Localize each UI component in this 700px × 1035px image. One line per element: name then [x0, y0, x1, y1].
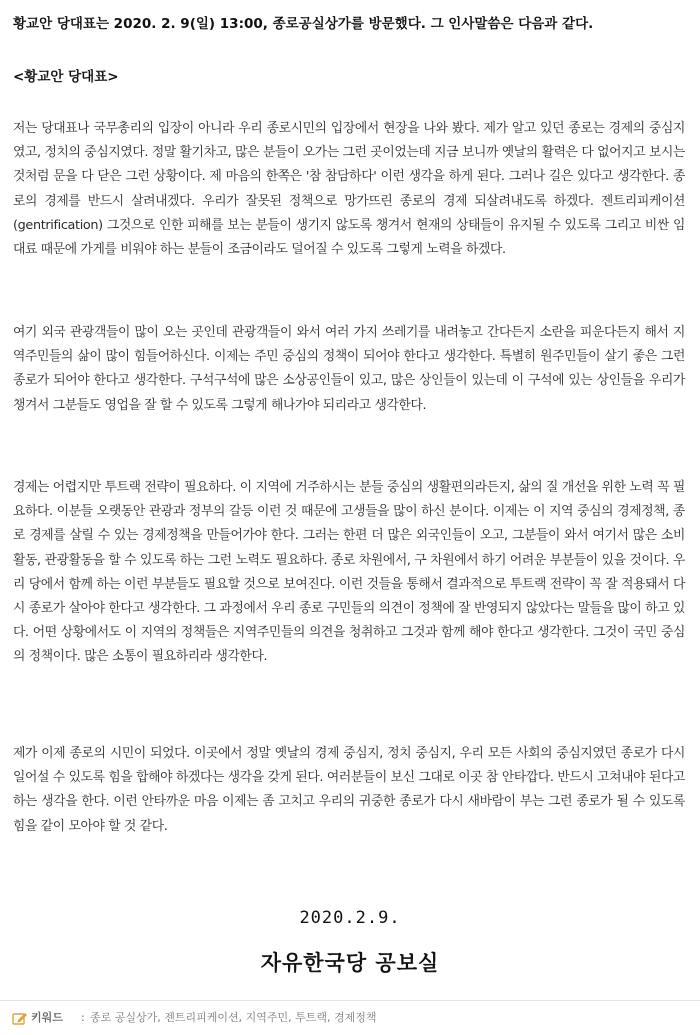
keywords-list[interactable]: 종로 공실상가, 젠트리피케이션, 지역주민, 투트랙, 경제정책 — [90, 1011, 377, 1024]
paragraph-2: 여기 외국 관광객들이 많이 오는 곳인데 관광객들이 와서 여러 가지 쓰레기를 내려놓고 간다든지 소란을 피운다든지 해서 지역주민들의 삶이 많이 힘들어하신다. 이제는 주민 중심의 정책이 되어야 한다고 생각한다. 특별히 원주민들이 살기 좋은 그런 종로가 되어야 한다고 생각한다. 구석구석에 많은 소상공인들이 있고, 많은 상인들이 있는데 이 구석에 있는 상인들을 우리가 챙겨서 그분들도 영업을 잘 할 수 있도록 그렇게 해나가야 되리라고 생각한다. — [13, 325, 685, 413]
headline: 황교안 당대표는 2020. 2. 9(일) 13:00, 종로공실상가를 방문했다. 그 인사말씀은 다음과 같다. — [13, 16, 594, 32]
keywords-label: 키워드 — [31, 1011, 63, 1024]
pencil-note-icon — [12, 1010, 28, 1024]
speaker-label: <황교안 당대표> — [13, 69, 119, 85]
paragraph-1: 저는 당대표나 국무총리의 입장이 아니라 우리 종로시민의 입장에서 현장을 나와 봤다. 제가 알고 있던 종로는 경제의 중심지였고, 정치의 중심지였다. 정말 활기차고, 많은 분들이 오가는 그런 곳이었는데 지금 보니까 옛날의 활력은 다 없어지고 보시는 것처럼 문을 다 닫은 그런 상황이다. 제 마음의 한쪽은 '참 참담하다' 이런 생각을 하게 된다. 그러나 길은 있다고 생각한다. 종로의 경제를 반드시 살려내겠다. 우리가 잘못된 정책으로 망가뜨린 종로의 경제 되살려내도록 하겠다. 젠트리피케이션(gentrification) 그것으로 인한 피해를 보는 분들이 생기지 않도록 챙겨서 현재의 상태들이 유지될 수 있도록 그리고 비싼 임대료 때문에 가게를 비워야 하는 분들이 조금이라도 덜어질 수 있도록 그렇게 노력을 하겠다. — [13, 121, 685, 258]
organization-name: 자유한국당 공보실 — [260, 951, 440, 975]
release-date: 2020.2.9. — [299, 908, 401, 928]
paragraph-4: 제가 이제 종로의 시민이 되었다. 이곳에서 정말 옛날의 경제 중심지, 정치 중심지, 우리 모든 사회의 중심지였던 종로가 다시 일어설 수 있도록 힘을 합해야 하겠다는 생각을 갖게 된다. 여러분들이 보신 그대로 이곳 참 안타깝다. 반드시 고쳐내야 된다고 하는 생각을 한다. 이런 안타까운 마음 이제는 좀 고치고 우리의 귀중한 종로가 다시 새바람이 부는 그런 종로가 될 수 있도록 힘을 같이 모아야 할 것 같다. — [13, 746, 685, 834]
keywords-bar — [0, 1000, 700, 1035]
paragraph-3: 경제는 어렵지만 투트랙 전략이 필요하다. 이 지역에 거주하시는 분들 중심의 생활편의라든지, 삶의 질 개선을 위한 노력 꼭 필요하다. 이분들 오랫동안 관광과 정부의 갈등 이런 것 때문에 고생들을 많이 하신 분이다. 이제는 이 지역 중심의 경제정책, 종로 경제를 살릴 수 있는 경제정책을 만들어가야 한다. 그러는 한편 더 많은 외국인들이 오고, 그분들이 와서 여기서 많은 소비활동, 관광활동을 할 수 있도록 하는 그런 노력도 필요하다. 종로 차원에서, 구 차원에서 하기 어려운 부분들이 있을 것이다. 우리 당에서 함께 하는 이런 부분들도 필요할 것으로 보여진다. 이런 것들을 통해서 결과적으로 투트랙 전략이 꼭 잘 적용돼서 다시 종로가 살아야 한다고 생각한다. 그 과정에서 우리 종로 구민들의 의견이 정책에 잘 반영되지 않았다는 말들을 많이 하고 있다. 어떤 상황에서도 이 지역의 정책들은 지역주민들의 의견을 청취하고 그것과 함께 해야 한다고 생각한다. 그것이 국민 중심의 정책이다. 많은 소통이 필요하리라 생각한다. — [13, 480, 685, 665]
keywords-separator: : — [81, 1011, 85, 1024]
